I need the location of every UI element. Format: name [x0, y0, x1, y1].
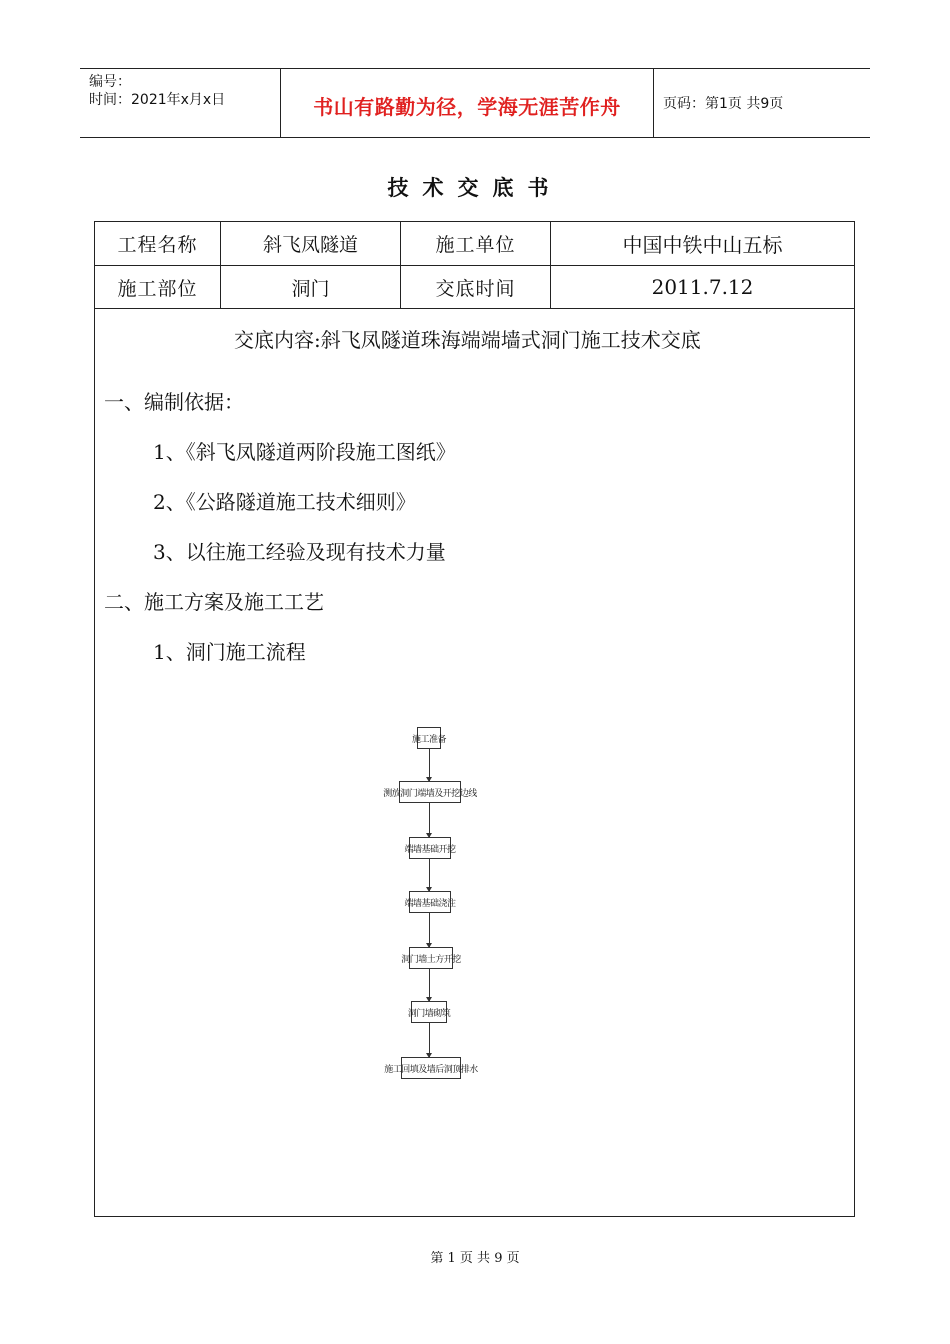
motto-text: 书山有路勤为径，学海无涯苦作舟 — [313, 95, 621, 119]
number-label: 编号： — [89, 74, 131, 90]
header-motto-cell — [280, 69, 654, 137]
section-heading: 二、施工方案及施工工艺 — [104, 590, 324, 614]
flow-step: 端墙基础开挖 — [409, 837, 451, 859]
flow-connector — [429, 803, 430, 837]
project-name-value: 斜飞凤隧道 — [221, 222, 401, 265]
contractor-label: 施工单位 — [401, 222, 551, 265]
table-row — [95, 222, 854, 266]
time-label: 时间：2021年x月x日 — [89, 92, 226, 108]
location-label: 施工部位 — [95, 266, 221, 308]
page-number-label: 页码：第1页 共9页 — [663, 96, 784, 112]
flow-step: 洞门墙土方开挖 — [409, 947, 453, 969]
list-item: 2、《公路隧道施工技术细则》 — [153, 490, 416, 514]
page-footer: 第 1 页 共 9 页 — [430, 1251, 520, 1266]
project-name-label: 工程名称 — [95, 222, 221, 265]
flow-step: 端墙基础浇注 — [409, 891, 451, 913]
list-item: 3、以往施工经验及现有技术力量 — [153, 540, 446, 564]
contractor-value: 中国中铁中山五标 — [622, 233, 783, 257]
disclosure-table — [94, 221, 855, 1217]
date-label: 交底时间 — [401, 266, 551, 308]
section-heading: 一、编制依据： — [104, 390, 244, 414]
list-item: 1、洞门施工流程 — [153, 640, 306, 664]
flow-step: 洞门墙砌筑 — [411, 1001, 447, 1023]
header-meta — [80, 69, 280, 137]
table-row — [95, 266, 854, 309]
flow-step: 测放洞门端墙及开挖边线 — [399, 781, 461, 803]
flow-step: 施工回填及墙后洞顶排水 — [401, 1057, 461, 1079]
construction-flowchart — [383, 727, 565, 1087]
list-item: 1、《斜飞凤隧道两阶段施工图纸》 — [153, 440, 456, 464]
date-value: 2011.7.12 — [651, 275, 754, 299]
document-header — [80, 68, 870, 138]
flow-connector — [429, 1023, 430, 1057]
location-value: 洞门 — [221, 266, 401, 308]
document-title: 技术交底书 — [387, 175, 563, 200]
subject-line: 交底内容:斜飞凤隧道珠海端端墙式洞门施工技术交底 — [234, 328, 701, 352]
flow-connector — [429, 913, 430, 947]
flow-step: 施工准备 — [417, 727, 441, 749]
